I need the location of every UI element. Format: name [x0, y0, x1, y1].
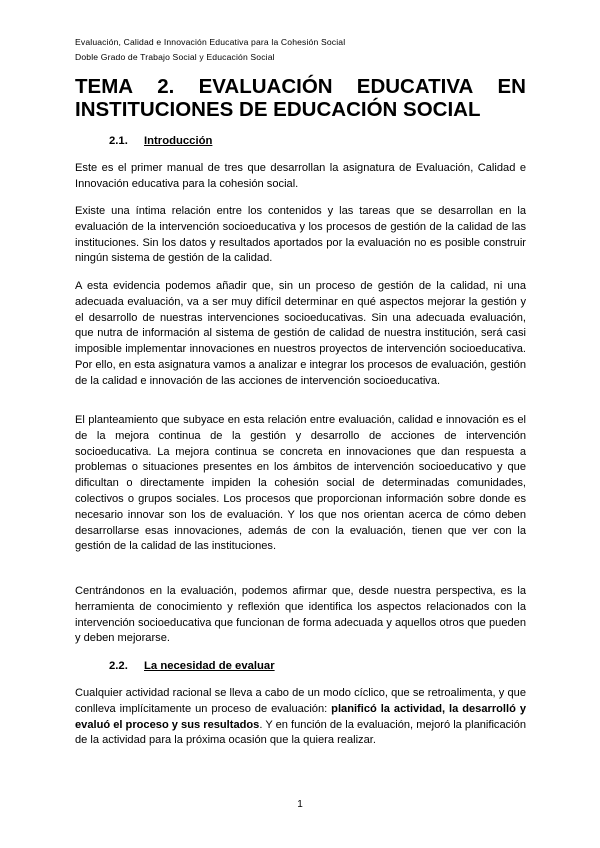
paragraph: El planteamiento que subyace en esta relación entre evaluación, calidad e innovación es el de la mejora continua de la gestión y desarrollo de acciones de intervención socioeducativa. La mejora continua se concreta en innovaciones que dan respuesta a problemas o situaciones presentes en los ámbitos de intervención socioeducativo y que dificultan o directamente impiden la cohesión social de determinadas comunidades, colectivos o grupos sociales. Los procesos que proporcionan información sobre donde es necesario innovar son los de evaluación. Y los que nos orientan acerca de cómo deben desarrollarse esas innovaciones, además de con la evaluación, tienen que ver con la gestión de la calidad de las instituciones.: [75, 414, 526, 553]
paragraph: Este es el primer manual de tres que desarrollan la asignatura de Evaluación, Calidad e Innovación educativa para la cohesión social.: [75, 162, 526, 190]
paragraph-emphasis: planificó la actividad, la desarrolló y evaluó el proceso y sus resultados: [75, 702, 526, 731]
paragraph: [75, 686, 526, 749]
paragraph: Existe una íntima relación entre los contenidos y las tareas que se desarrollan en la evaluación de la intervención socioeducativa y los procesos de gestión de la calidad de las instituciones. Sin los datos y resultados aportados por la evaluación no es posible construir ningún sistema de gestión de la calidad.: [75, 205, 526, 265]
title-word: EN: [497, 75, 526, 98]
paragraph: A esta evidencia podemos añadir que, sin un proceso de gestión de la calidad, ni una adecuada evaluación, va a ser muy difícil determinar en qué aspectos mejorar la gestión y el desarrollo de nuestras intervenciones socioeducativas. Sin una adecuada evaluación, que nutra de información al sistema de gestión de calidad de nuestra institución, será casi imposible implementar innovaciones en nuestros proyectos de intervención socioeducativa. Por ello, en esta asignatura vamos a analizar e integrar los procesos de evaluación, gestión de la calidad e innovación de las acciones de intervención socioeducativa.: [75, 280, 526, 387]
paragraph: Centrándonos en la evaluación, podemos afirmar que, desde nuestra perspectiva, es la herramienta de conocimiento y reflexión que identifica los aspectos relacionados con la intervención socioeducativa que funcionan de forma adecuada y aquellos otros que pueden y deben mejorarse.: [75, 585, 526, 645]
section-number: 2.1.: [109, 135, 128, 147]
page-number: 1: [297, 799, 303, 810]
running-header: [75, 35, 535, 65]
section-number: 2.2.: [109, 660, 128, 672]
chapter-title-line-1: [75, 75, 526, 98]
section-heading-introduccion: [109, 135, 212, 147]
header-degree: Doble Grado de Trabajo Social y Educación Social: [75, 52, 275, 62]
title-word: TEMA: [75, 75, 134, 98]
title-word: EDUCATIVA: [356, 75, 474, 98]
section-heading-necesidad-de-evaluar: [109, 660, 275, 672]
chapter-title-line-2: INSTITUCIONES DE EDUCACIÓN SOCIAL: [75, 98, 481, 121]
section-label: Introducción: [144, 135, 213, 147]
section-label: La necesidad de evaluar: [144, 660, 275, 672]
title-word: 2.: [157, 75, 175, 98]
header-course-title: Evaluación, Calidad e Innovación Educativa para la Cohesión Social: [75, 37, 346, 47]
paragraph-text: Cualquier actividad racional se lleva a cabo de un modo cíclico, que se retroalimenta, y que conlleva implícitamente un proceso de evaluación:: [75, 687, 526, 715]
title-word: EVALUACIÓN: [198, 75, 333, 98]
paragraph-text: . Y en función de la evaluación, mejoró la planificación de la actividad para la próxima ocasión que la quiera realizar.: [75, 718, 526, 747]
chapter-title: [75, 75, 526, 121]
